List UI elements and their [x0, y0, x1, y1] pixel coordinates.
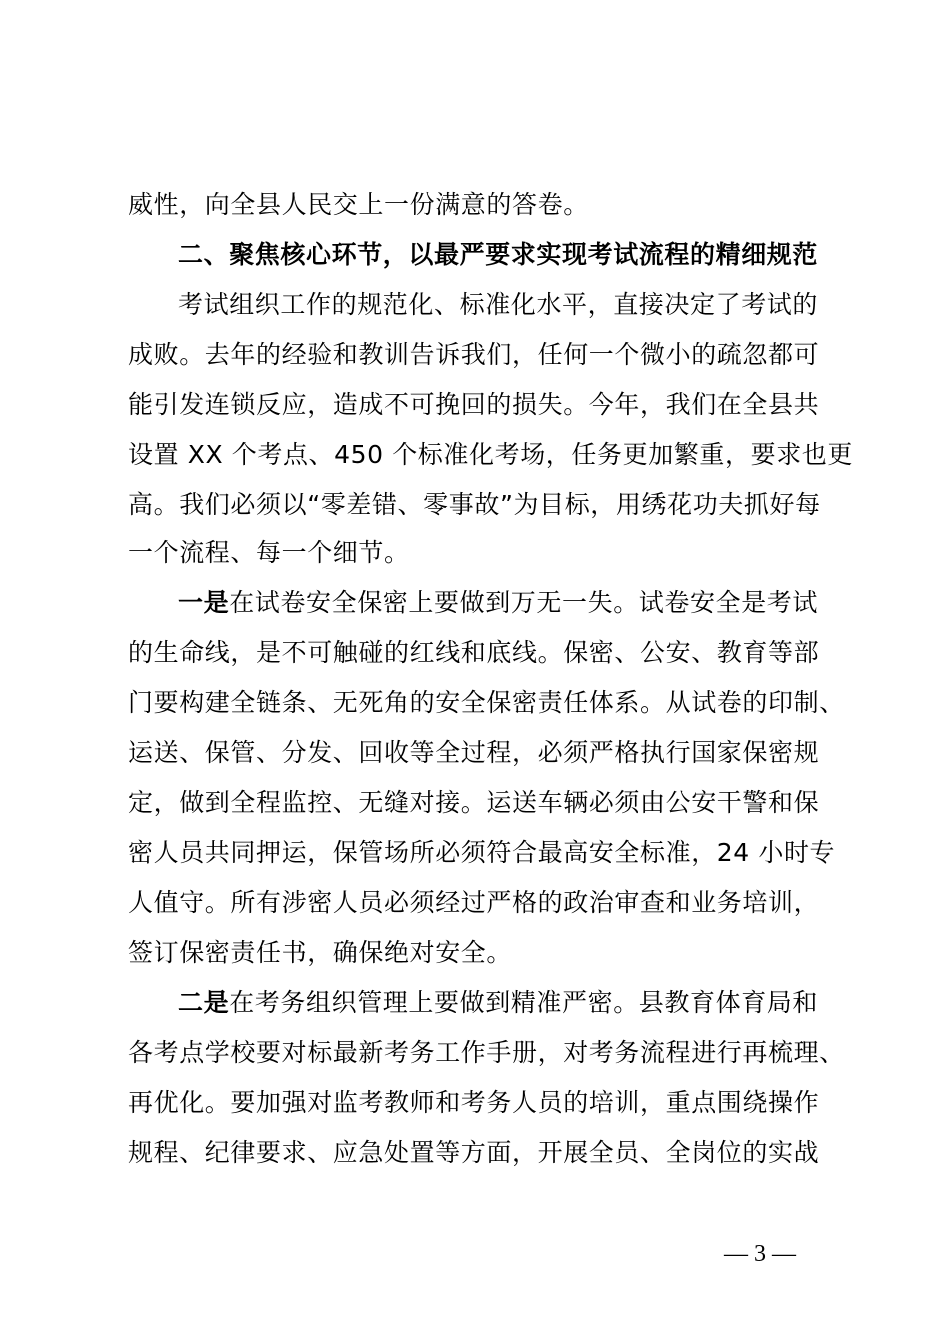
paragraph-line: 人值守。所有涉密人员必须经过严格的政治审查和业务培训， — [128, 888, 820, 917]
paragraph-line: 规程、纪律要求、应急处置等方面，开展全员、全岗位的实战 — [128, 1138, 820, 1167]
section-heading: 二、聚焦核心环节，以最严要求实现考试流程的精细规范 — [178, 240, 819, 269]
paragraph-line: 设置 XX 个考点、450 个标准化考场，任务更加繁重，要求也更 — [128, 440, 854, 469]
paragraph-line — [178, 578, 838, 628]
paragraph-lead: 一是 — [178, 588, 230, 617]
paragraph-line: 一个流程、每一个细节。 — [128, 538, 410, 567]
paragraph-line: 定，做到全程监控、无缝对接。运送车辆必须由公安干警和保 — [128, 788, 820, 817]
paragraph-line: 高。我们必须以“零差错、零事故”为目标，用绣花功夫抓好每 — [128, 490, 821, 519]
paragraph-line: 门要构建全链条、无死角的安全保密责任体系。从试卷的印制、 — [128, 688, 845, 717]
paragraph-line: 的生命线，是不可触碰的红线和底线。保密、公安、教育等部 — [128, 638, 820, 667]
paragraph-line: 成败。去年的经验和教训告诉我们，任何一个微小的疏忽都可 — [128, 340, 820, 369]
paragraph-text: 在试卷安全保密上要做到万无一失。试卷安全是考试 — [229, 588, 819, 617]
paragraph-line: 密人员共同押运，保管场所必须符合最高安全标准，24 小时专 — [128, 838, 836, 867]
paragraph-line: 运送、保管、分发、回收等全过程，必须严格执行国家保密规 — [128, 738, 820, 767]
page-number: — 3 — — [724, 1241, 796, 1267]
paragraph-line: 威性，向全县人民交上一份满意的答卷。 — [128, 190, 589, 219]
paragraph-line: 签订保密责任书，确保绝对安全。 — [128, 938, 513, 967]
paragraph-line — [178, 978, 838, 1028]
paragraph-line: 考试组织工作的规范化、标准化水平，直接决定了考试的 — [178, 290, 819, 319]
paragraph-line: 再优化。要加强对监考教师和考务人员的培训，重点围绕操作 — [128, 1088, 820, 1117]
paragraph-lead: 二是 — [178, 988, 230, 1017]
paragraph-line: 能引发连锁反应，造成不可挽回的损失。今年，我们在全县共 — [128, 390, 820, 419]
paragraph-text: 在考务组织管理上要做到精准严密。县教育体育局和 — [229, 988, 819, 1017]
paragraph-line: 各考点学校要对标最新考务工作手册，对考务流程进行再梳理、 — [128, 1038, 845, 1067]
